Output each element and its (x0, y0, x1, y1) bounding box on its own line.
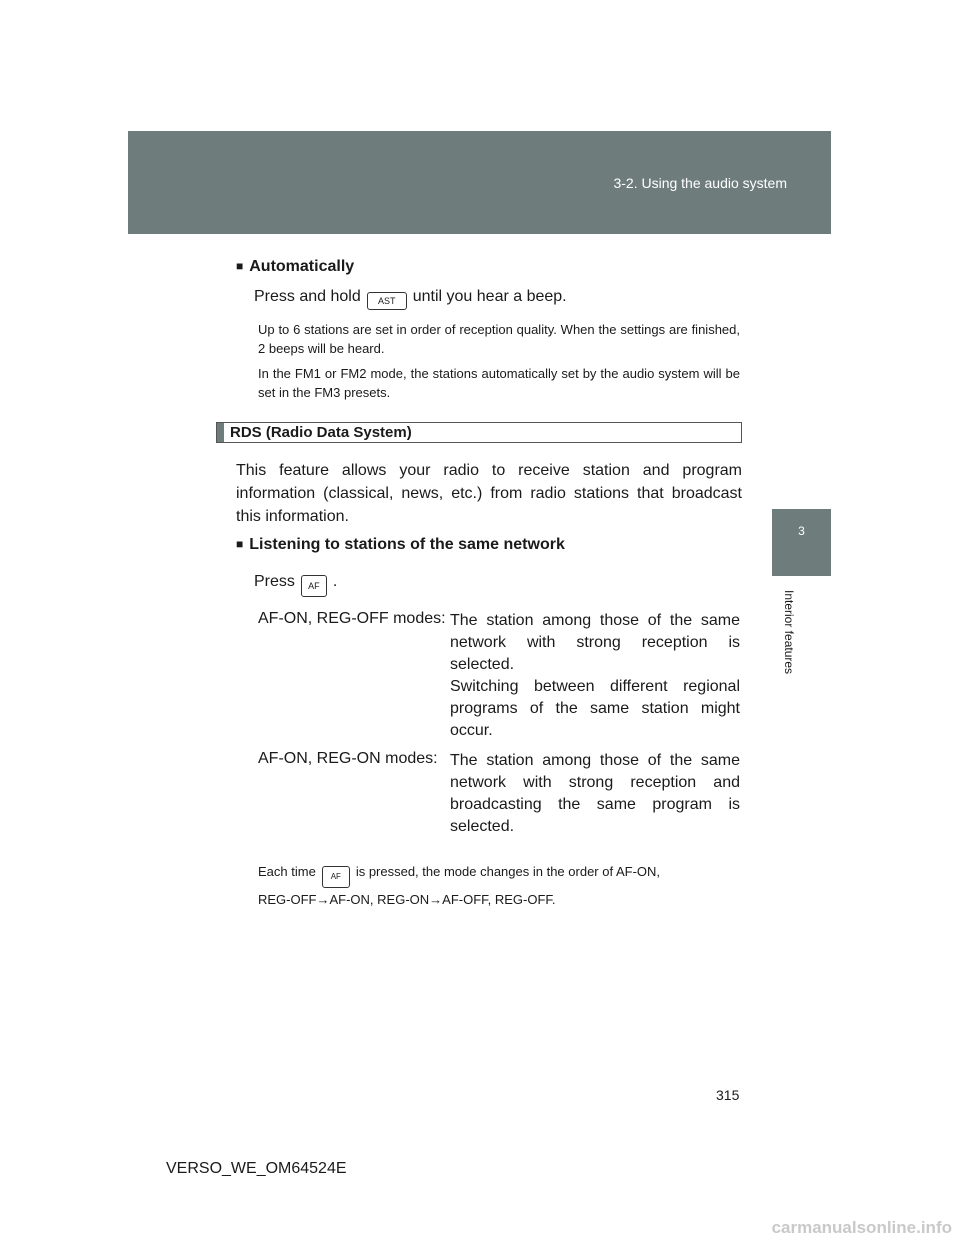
chapter-label: Interior features (782, 590, 796, 675)
heading-text: Listening to stations of the same network (249, 536, 565, 553)
heading-same-network (236, 536, 565, 554)
note-text: Each time (258, 864, 316, 879)
mode-desc-text: The station among those of the same network with strong reception is selected. (450, 612, 740, 673)
instruction-text: Press and hold (254, 288, 361, 305)
section-header-title: 3-2. Using the audio system (613, 175, 787, 191)
mode-label-reg-on: AF-ON, REG-ON modes: (258, 750, 438, 767)
square-bullet-icon: ■ (236, 259, 244, 273)
af-mode-sequence: REG-OFF→AF-ON, REG-ON→AF-OFF, REG-OFF. (258, 892, 556, 907)
chapter-number: 3 (798, 524, 805, 538)
rds-section-bar (216, 422, 742, 443)
af-instruction (254, 573, 337, 597)
ast-instruction (254, 288, 567, 310)
mode-label-reg-off: AF-ON, REG-OFF modes: (258, 610, 446, 627)
mode-desc-reg-on (450, 750, 740, 838)
ast-note-1: Up to 6 stations are set in order of reception quality. When the settings are finished, 2 beeps will be heard. (258, 322, 740, 356)
note-text: is pressed, the mode changes in the order of AF-ON, (355, 864, 661, 879)
square-bullet-icon: ■ (236, 537, 244, 551)
af-button-icon: AF (301, 575, 327, 597)
document-code: VERSO_WE_OM64524E (166, 1160, 347, 1177)
rds-section-title: RDS (Radio Data System) (230, 424, 412, 441)
mode-desc-reg-off (450, 610, 740, 742)
header-band (128, 131, 831, 234)
watermark: carmanualsonline.info (771, 1218, 952, 1237)
heading-automatically (236, 258, 354, 276)
section-accent (217, 423, 224, 442)
instruction-text: until you hear a beep. (412, 288, 567, 305)
mode-desc-text: The station among those of the same network with strong reception and broadcasting the same program is selected. (450, 752, 740, 835)
ast-note-2: In the FM1 or FM2 mode, the stations automatically set by the audio system will be set in the FM3 presets. (258, 366, 740, 400)
chapter-tab (772, 509, 831, 576)
mode-desc-text: Switching between different regional programs of the same station might occur. (450, 678, 740, 739)
af-button-icon: AF (322, 866, 350, 888)
ast-button-icon: AST (367, 292, 407, 310)
page-number: 315 (716, 1087, 740, 1103)
heading-text: Automatically (249, 258, 355, 275)
af-mode-note (258, 862, 740, 888)
rds-intro: This feature allows your radio to receive station and program information (classical, news, etc.) from radio stations that broadcast this information. (236, 462, 742, 525)
instruction-text: . (332, 573, 338, 590)
instruction-text: Press (254, 573, 295, 590)
